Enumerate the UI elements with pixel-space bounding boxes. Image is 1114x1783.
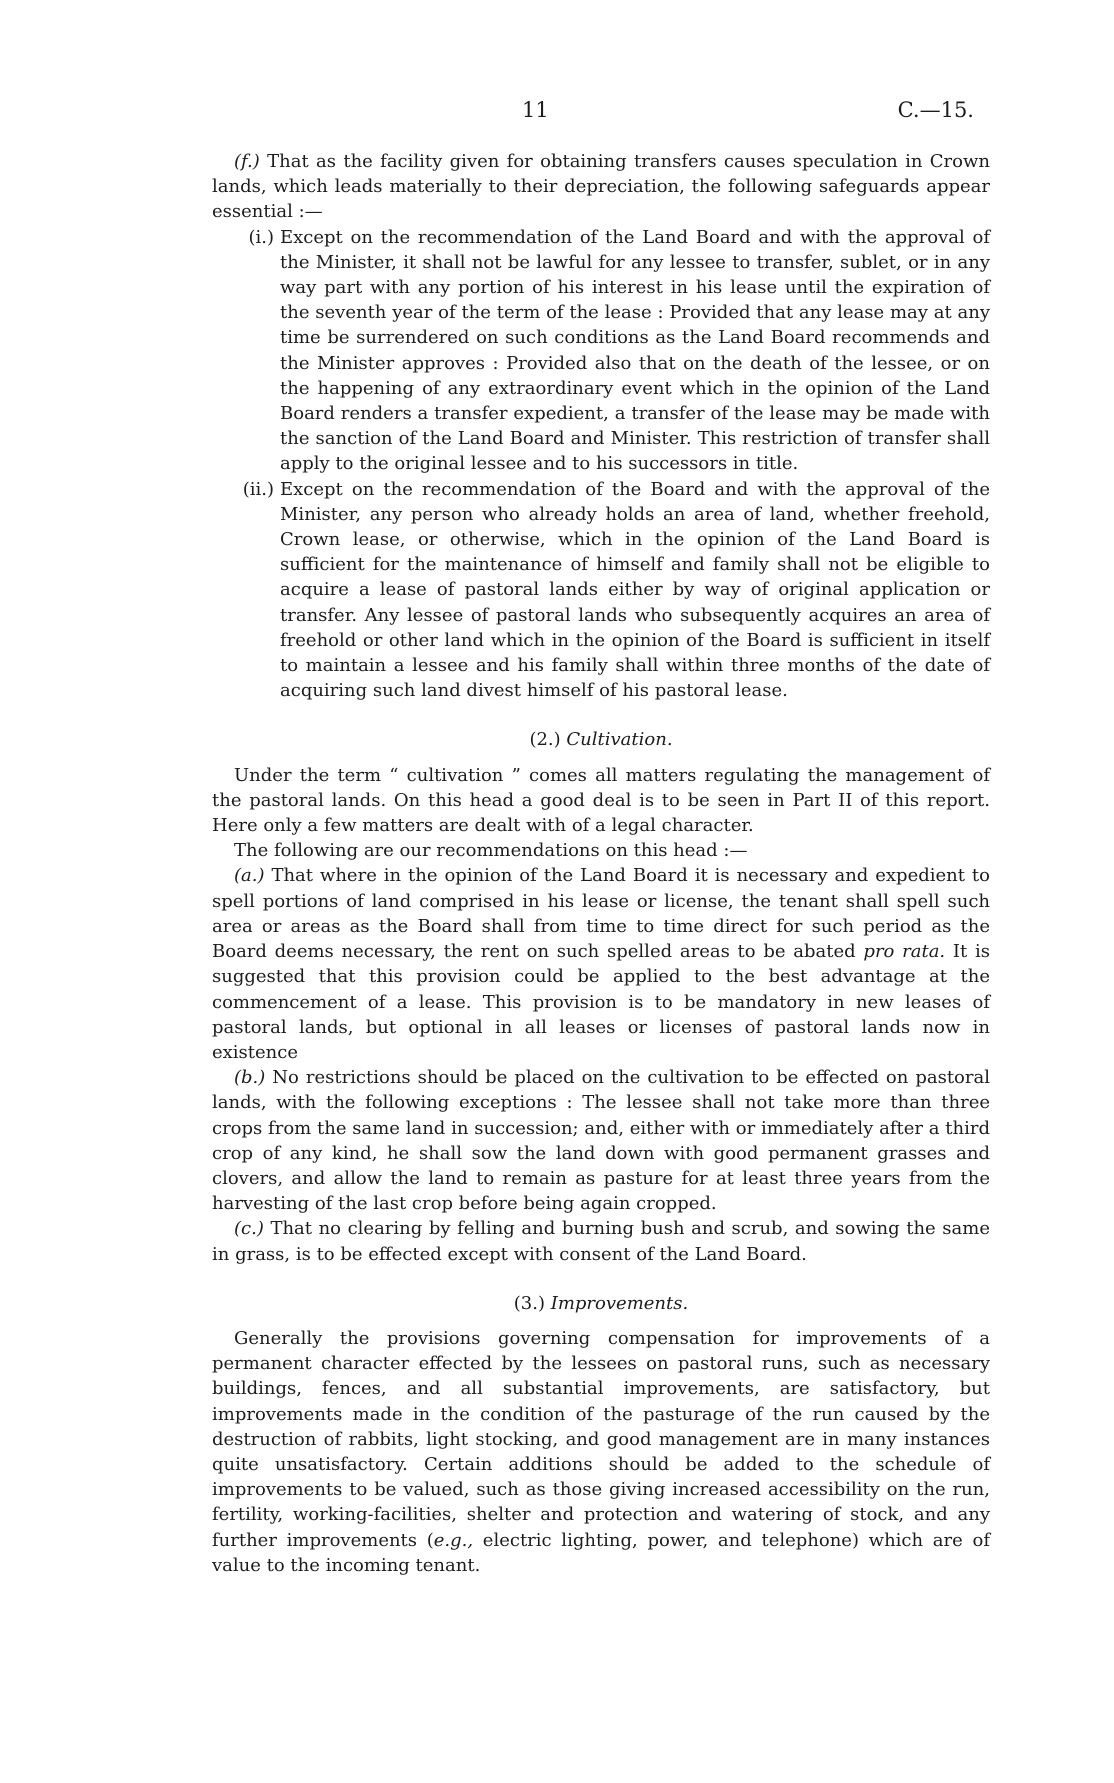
section-3-number: (3.)	[513, 1292, 545, 1314]
section-heading-improvements	[212, 1291, 990, 1316]
sub-item-i-label: (i.)	[248, 226, 274, 248]
paragraph-b-label: (b.)	[234, 1067, 266, 1089]
sub-item-ii	[212, 477, 990, 704]
improvements-paragraph	[212, 1326, 990, 1578]
cultivation-intro: Under the term “ cultivation ” comes all matters regulating the management of the pastoral lands. On this head a good deal is to be seen in Part II of this report. Here only a few matters are dealt with of a legal character.	[212, 764, 990, 837]
paragraph-b	[212, 1065, 990, 1216]
recommendations-intro: The following are our recommendations on this head :—	[234, 840, 748, 862]
paragraph-a	[212, 863, 990, 1065]
page-number: 11	[522, 98, 549, 122]
paragraph-a-italic: pro rata.	[863, 941, 946, 963]
section-2-number: (2.)	[529, 729, 561, 751]
paragraph-c	[212, 1216, 990, 1266]
section-heading-cultivation	[212, 727, 990, 752]
paragraph-c-label: (c.)	[234, 1218, 264, 1240]
paragraph-b-text: No restrictions should be placed on the cultivation to be effected on pastoral lands, with the following exceptions : The lessee shall not take more than three crops from the same land in succession; and, either with or immediately after a third crop of any kind, he shall sow the land down with good permanent grasses and clovers, and allow the land to remain as pasture for at least three years from the harvesting of the last crop before being again cropped.	[212, 1067, 990, 1215]
paragraph-f	[212, 149, 990, 225]
page-body	[212, 149, 990, 1578]
sub-item-i	[212, 225, 990, 477]
sub-item-ii-label: (ii.)	[242, 478, 274, 500]
paragraph-f-label: (f.)	[234, 151, 260, 172]
section-3-title: Improvements.	[550, 1292, 689, 1314]
improvements-text-before: Generally the provisions governing compensation for improvements of a permanent character effected by the lessees on pastoral runs, such as necessary buildings, fences, and all substantial improvements, are satisfactory, but improvements made in the condition of the pasturage of the run caused by the destruction of rabbits, light stocking, and good management are in many instances quite unsatisfactory. Certain additions should be added to the schedule of improvements to be valued, such as those giving increased accessibility on the run, fertility, working-facilities, shelter and protection and watering of stock, and any further improvements (	[212, 1327, 990, 1551]
paragraph-a-text-after: It is suggested that this provision could be applied to the best advantage at the commencement of a lease. This provision is to be mandatory in new leases of pastoral lands, but optional in all leases or licenses of pastoral lands now in existence	[212, 941, 990, 1063]
paragraph-a-label: (a.)	[234, 865, 265, 887]
improvements-text-after: electric lighting, power, and telephone) which are of value to the incoming tenant.	[212, 1529, 990, 1576]
document-code: C.—15.	[897, 98, 974, 122]
paragraph-c-text: That no clearing by felling and burning bush and scrub, and sowing the same in grass, is to be effected except with consent of the Land Board.	[212, 1218, 990, 1265]
sub-item-ii-text: Except on the recommendation of the Board and with the approval of the Minister, any person who already holds an area of land, whether freehold, Crown lease, or otherwise, which in the opinion of the Land Board is sufficient for the maintenance of himself and family shall not be eligible to acquire a lease of pastoral lands either by way of original application or transfer. Any lessee of pastoral lands who subsequently acquires an area of freehold or other land which in the opinion of the Board is sufficient in itself to maintain a lessee and his family shall within three months of the date of acquiring such land divest himself of his pastoral lease.	[280, 478, 990, 702]
improvements-italic: e.g.,	[433, 1529, 474, 1551]
paragraph-a-text-before: That where in the opinion of the Land Board it is necessary and expedient to spell portions of land comprised in his lease or license, the tenant shall spell such area or areas as the Board shall from time to time direct for such period as the Board deems necessary, the rent on such spelled areas to be abated	[212, 865, 990, 963]
sub-item-i-text: Except on the recommendation of the Land Board and with the approval of the Minister, it shall not be lawful for any lessee to transfer, sublet, or in any way part with any portion of his interest in his lease until the expiration of the seventh year of the term of the lease : Provided that any lease may at any time be surrendered on such conditions as the Land Board recommends and the Minister approves : Provided also that on the death of the lessee, or on the happening of any extraordinary event which in the opinion of the Land Board renders a transfer expedient, a transfer of the lease may be made with the sanction of the Land Board and Minister. This restriction of transfer shall apply to the original lessee and to his successors in title.	[280, 226, 990, 475]
section-2-title: Cultivation.	[566, 729, 673, 751]
paragraph-f-text: That as the facility given for obtaining transfers causes speculation in Crown lands, which leads materially to their depreciation, the following safeguards appear essential :—	[212, 151, 990, 223]
